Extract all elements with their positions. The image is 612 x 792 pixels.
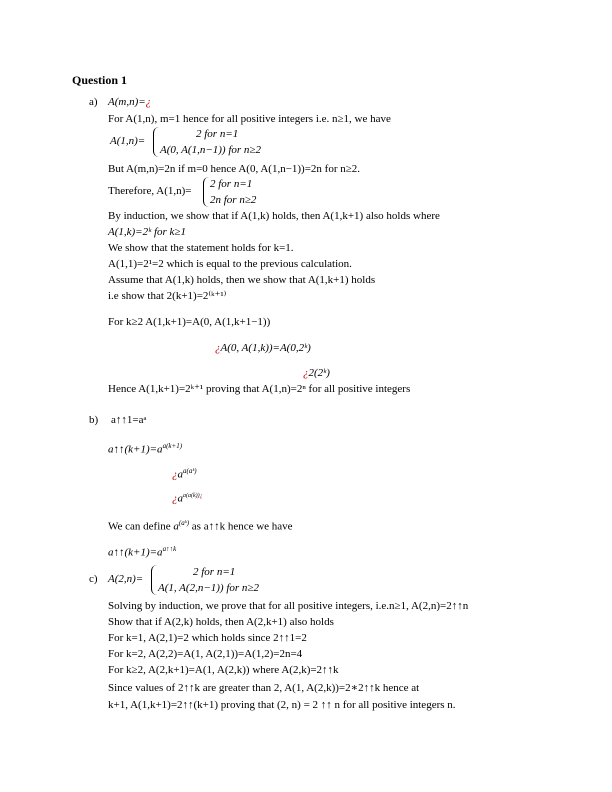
b-line-4-mark: ¿ xyxy=(172,492,178,505)
a-piecewise-1-lhs: A(1,n)= xyxy=(110,135,146,147)
a-line-13-mark: ¿ xyxy=(215,342,221,354)
c-line-7: Since values of 2↑↑k are greater than 2, A(1, A(2,k))=2∗2↑↑k hence at xyxy=(108,682,420,694)
c-line-2: Solving by induction, we prove that for all positive integers, i.e.n≥1, A(2,n)=2↑↑n xyxy=(108,600,469,612)
a-line-1-text: A(m,n)= xyxy=(108,96,146,108)
question-title: Question 1 xyxy=(72,73,128,87)
c-piecewise-lhs: A(2,n)= xyxy=(108,573,144,585)
c-line-5: For k=2, A(2,2)=A(1, A(2,1))=A(1,2)=2n=4 xyxy=(108,648,303,660)
c-piecewise-case-1: 2 for n=1 xyxy=(193,566,236,578)
a-line-7: A(1,k)=2ᵏ for k≥1 xyxy=(108,226,186,238)
b-line-2-exponent: a(k+1) xyxy=(162,442,183,450)
a-line-9: A(1,1)=2¹=2 which is equal to the previous calculation. xyxy=(108,258,352,270)
a-line-4: But A(m,n)=2n if m=0 hence A(0, A(1,n−1))=2n for n≥2. xyxy=(108,163,361,175)
c-line-3: Show that if A(2,k) holds, then A(2,k+1) also holds xyxy=(108,616,334,628)
a-piecewise-2-case-1: 2 for n=1 xyxy=(210,178,253,190)
b-line-4-exponent xyxy=(183,493,203,499)
a-piecewise-1-case-2: A(0, A(1,n−1)) for n≥2 xyxy=(160,144,261,156)
a-line-2: For A(1,n), m=1 hence for all positive integers i.e. n≥1, we have xyxy=(108,113,391,125)
c-piecewise-brace xyxy=(151,565,157,595)
a-piecewise-2-lhs: Therefore, A(1,n)= xyxy=(108,185,192,197)
a-line-14 xyxy=(303,367,330,380)
b-line-6-exponent: a↑↑k xyxy=(162,545,177,553)
b-line-4-exponent-mark: ¿ xyxy=(199,493,203,499)
a-line-13-text: A(0, A(1,k))=A(0,2ᵏ) xyxy=(220,342,311,354)
a-line-6: By induction, we show that if A(1,k) holds, then A(1,k+1) also holds where xyxy=(108,210,440,222)
b-line-5-base: a xyxy=(173,520,179,533)
b-line-3-exponent: a(aᵏ) xyxy=(183,467,197,475)
b-line-4-text: a xyxy=(177,492,183,505)
part-b-marker: b) xyxy=(89,414,99,426)
a-piecewise-2-case-2: 2n for n≥2 xyxy=(210,194,257,206)
a-piecewise-2-brace xyxy=(203,177,209,207)
a-line-15: Hence A(1,k+1)=2ᵏ⁺¹ proving that A(1,n)=2ⁿ for all positive integers xyxy=(108,383,411,395)
b-line-3-text: a xyxy=(177,468,183,481)
b-line-2-text: a↑↑(k+1)=a xyxy=(108,443,163,456)
a-line-12: For k≥2 A(1,k+1)=A(0, A(1,k+1−1)) xyxy=(108,316,271,328)
b-line-3 xyxy=(172,465,197,482)
a-line-13 xyxy=(215,342,311,355)
b-line-4 xyxy=(172,490,203,506)
c-line-8: k+1, A(1,k+1)=2↑↑(k+1) proving that (2, n) = 2 ↑↑ n for all positive integers n. xyxy=(108,699,456,711)
b-line-3-mark: ¿ xyxy=(172,468,178,481)
b-line-6 xyxy=(108,543,176,560)
b-line-6-text: a↑↑(k+1)=a xyxy=(108,546,163,559)
c-line-6: For k≥2, A(2,k+1)=A(1, A(2,k)) where A(2,k)=2↑↑k xyxy=(108,664,339,676)
a-piecewise-1-case-1: 2 for n=1 xyxy=(196,128,239,140)
b-line-5-text-1: We can define xyxy=(108,520,171,533)
a-line-8: We show that the statement holds for k=1. xyxy=(108,242,294,254)
c-piecewise-case-2: A(1, A(2,n−1)) for n≥2 xyxy=(158,582,259,594)
part-c-marker: c) xyxy=(89,573,98,585)
b-line-1: a↑↑1=aᵃ xyxy=(111,414,147,426)
a-line-1 xyxy=(108,96,151,109)
b-line-5-text-2: as a↑↑k hence we have xyxy=(191,520,293,533)
a-piecewise-1-brace xyxy=(153,127,159,157)
a-line-14-mark: ¿ xyxy=(303,367,309,379)
b-line-4-exponent-text: a(a(k)) xyxy=(183,493,200,499)
a-line-10: Assume that A(1,k) holds, then we show that A(1,k+1) holds xyxy=(108,274,376,286)
c-line-4: For k=1, A(2,1)=2 which holds since 2↑↑1=2 xyxy=(108,632,307,644)
a-line-14-text: 2(2ᵏ) xyxy=(308,367,330,379)
b-line-5 xyxy=(108,517,293,534)
a-line-1-mark: ¿ xyxy=(145,96,152,108)
part-a-marker: a) xyxy=(89,96,98,108)
b-line-5-exponent: (aᵏ) xyxy=(178,519,190,527)
b-line-2 xyxy=(108,440,182,457)
a-line-11: i.e show that 2(k+1)=2⁽ᵏ⁺¹⁾ xyxy=(108,290,227,302)
